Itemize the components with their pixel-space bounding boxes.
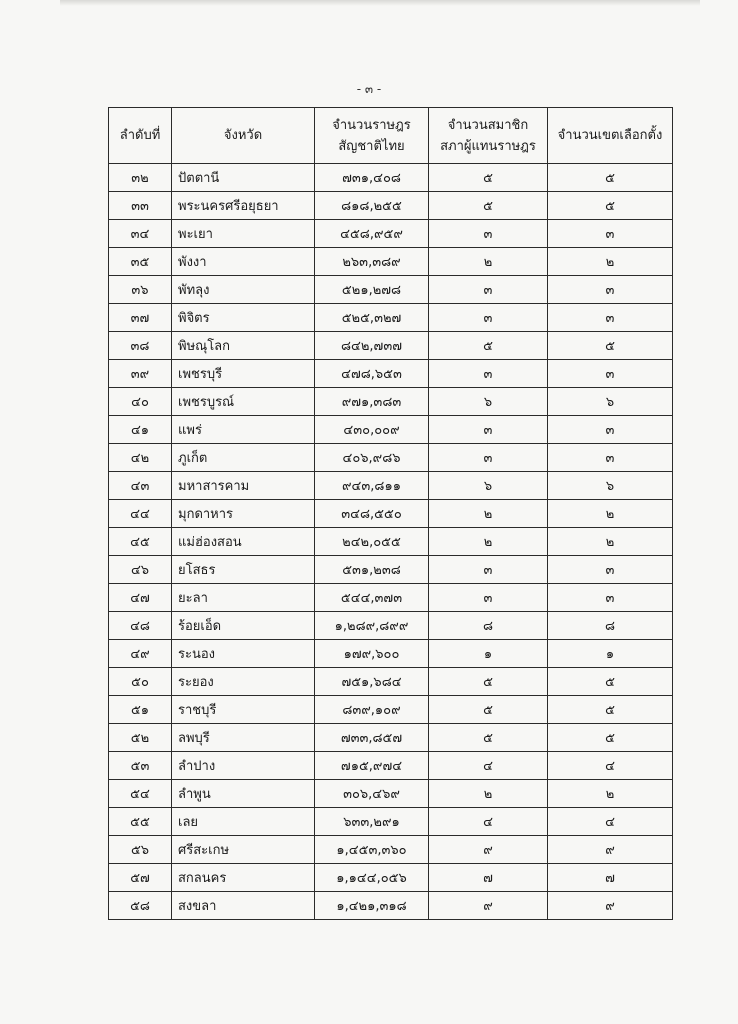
table-row — [109, 248, 673, 276]
header-districts: จำนวนเขตเลือกตั้ง — [548, 108, 673, 164]
row-districts-cell: ๕ — [548, 724, 673, 752]
table-row — [109, 864, 673, 892]
table-row — [109, 500, 673, 528]
row-province-cell: พัทลุง — [172, 276, 315, 304]
row-province-cell: ภูเก็ต — [172, 444, 315, 472]
row-members-cell: ๖ — [429, 472, 548, 500]
row-population-cell: ๗๓๓,๘๕๗ — [315, 724, 429, 752]
row-districts-cell: ๙ — [548, 892, 673, 920]
table-row — [109, 780, 673, 808]
row-districts-cell: ๓ — [548, 276, 673, 304]
row-order-cell: ๕๓ — [109, 752, 172, 780]
row-population-cell: ๘๓๙,๑๐๙ — [315, 696, 429, 724]
header-province: จังหวัด — [172, 108, 315, 164]
row-districts-cell: ๔ — [548, 808, 673, 836]
row-province-cell: ลำปาง — [172, 752, 315, 780]
row-province-cell: ลพบุรี — [172, 724, 315, 752]
table-row — [109, 360, 673, 388]
row-order-cell: ๓๘ — [109, 332, 172, 360]
row-population-cell: ๑,๑๔๔,๐๕๖ — [315, 864, 429, 892]
table-row — [109, 444, 673, 472]
row-order-cell: ๓๒ — [109, 164, 172, 192]
table-body — [109, 164, 673, 920]
row-population-cell: ๗๓๑,๔๐๘ — [315, 164, 429, 192]
row-population-cell: ๒๔๒,๐๕๕ — [315, 528, 429, 556]
row-population-cell: ๒๖๓,๓๘๙ — [315, 248, 429, 276]
row-districts-cell: ๓ — [548, 304, 673, 332]
header-population — [315, 108, 429, 164]
table-row — [109, 892, 673, 920]
table-row — [109, 388, 673, 416]
row-population-cell: ๕๒๕,๓๒๗ — [315, 304, 429, 332]
row-order-cell: ๕๒ — [109, 724, 172, 752]
row-province-cell: สกลนคร — [172, 864, 315, 892]
row-population-cell: ๑,๔๕๓,๓๖๐ — [315, 836, 429, 864]
row-order-cell: ๕๐ — [109, 668, 172, 696]
row-districts-cell: ๙ — [548, 836, 673, 864]
row-order-cell: ๕๕ — [109, 808, 172, 836]
row-order-cell: ๕๘ — [109, 892, 172, 920]
row-members-cell: ๓ — [429, 220, 548, 248]
row-members-cell: ๘ — [429, 612, 548, 640]
row-population-cell: ๕๓๑,๒๓๘ — [315, 556, 429, 584]
row-members-cell: ๒ — [429, 780, 548, 808]
row-province-cell: แม่ฮ่องสอน — [172, 528, 315, 556]
page-number: - ๓ - — [356, 82, 382, 96]
row-members-cell: ๕ — [429, 192, 548, 220]
row-order-cell: ๕๑ — [109, 696, 172, 724]
row-order-cell: ๔๗ — [109, 584, 172, 612]
row-province-cell: ยะลา — [172, 584, 315, 612]
row-members-cell: ๙ — [429, 892, 548, 920]
row-population-cell: ๕๒๑,๒๗๘ — [315, 276, 429, 304]
row-members-cell: ๕ — [429, 668, 548, 696]
table-row — [109, 276, 673, 304]
header-members — [429, 108, 548, 164]
row-province-cell: ยโสธร — [172, 556, 315, 584]
table-row — [109, 528, 673, 556]
row-districts-cell: ๕ — [548, 192, 673, 220]
header-population-line2: สัญชาติไทย — [338, 138, 405, 154]
row-population-cell: ๓๐๖,๔๖๙ — [315, 780, 429, 808]
row-population-cell: ๗๑๕,๙๗๔ — [315, 752, 429, 780]
row-population-cell: ๑,๔๒๑,๓๑๘ — [315, 892, 429, 920]
row-members-cell: ๓ — [429, 444, 548, 472]
row-districts-cell: ๒ — [548, 248, 673, 276]
row-districts-cell: ๗ — [548, 864, 673, 892]
table-row — [109, 696, 673, 724]
row-order-cell: ๔๑ — [109, 416, 172, 444]
row-districts-cell: ๒ — [548, 528, 673, 556]
row-order-cell: ๔๙ — [109, 640, 172, 668]
row-population-cell: ๖๓๓,๒๙๑ — [315, 808, 429, 836]
row-members-cell: ๔ — [429, 752, 548, 780]
table-row — [109, 304, 673, 332]
row-members-cell: ๑ — [429, 640, 548, 668]
row-districts-cell: ๒ — [548, 780, 673, 808]
table-row — [109, 220, 673, 248]
table-row — [109, 808, 673, 836]
row-members-cell: ๖ — [429, 388, 548, 416]
row-districts-cell: ๓ — [548, 416, 673, 444]
row-order-cell: ๕๔ — [109, 780, 172, 808]
row-population-cell: ๔๐๖,๙๘๖ — [315, 444, 429, 472]
row-province-cell: ปัตตานี — [172, 164, 315, 192]
row-order-cell: ๕๖ — [109, 836, 172, 864]
header-population-line1: จำนวนราษฎร — [332, 117, 411, 133]
row-population-cell: ๕๔๔,๓๗๓ — [315, 584, 429, 612]
row-districts-cell: ๒ — [548, 500, 673, 528]
row-members-cell: ๒ — [429, 528, 548, 556]
row-members-cell: ๒ — [429, 500, 548, 528]
row-districts-cell: ๖ — [548, 472, 673, 500]
table-row — [109, 584, 673, 612]
row-districts-cell: ๕ — [548, 668, 673, 696]
table-row — [109, 640, 673, 668]
row-province-cell: มุกดาหาร — [172, 500, 315, 528]
row-members-cell: ๓ — [429, 304, 548, 332]
election-districts-table — [108, 107, 673, 920]
row-province-cell: แพร่ — [172, 416, 315, 444]
table-row — [109, 472, 673, 500]
header-members-line2: สภาผู้แทนราษฎร — [440, 138, 536, 154]
row-districts-cell: ๕ — [548, 332, 673, 360]
row-members-cell: ๓ — [429, 360, 548, 388]
row-province-cell: ระนอง — [172, 640, 315, 668]
row-province-cell: พะเยา — [172, 220, 315, 248]
row-population-cell: ๑๗๙,๖๐๐ — [315, 640, 429, 668]
row-order-cell: ๓๙ — [109, 360, 172, 388]
row-members-cell: ๓ — [429, 276, 548, 304]
row-order-cell: ๓๖ — [109, 276, 172, 304]
row-population-cell: ๓๔๘,๕๕๐ — [315, 500, 429, 528]
row-province-cell: พังงา — [172, 248, 315, 276]
row-districts-cell: ๓ — [548, 444, 673, 472]
row-members-cell: ๒ — [429, 248, 548, 276]
row-order-cell: ๓๔ — [109, 220, 172, 248]
row-districts-cell: ๘ — [548, 612, 673, 640]
table-row — [109, 416, 673, 444]
row-order-cell: ๓๗ — [109, 304, 172, 332]
row-districts-cell: ๕ — [548, 696, 673, 724]
row-order-cell: ๔๕ — [109, 528, 172, 556]
table-row — [109, 164, 673, 192]
row-members-cell: ๓ — [429, 556, 548, 584]
table-row — [109, 836, 673, 864]
row-districts-cell: ๓ — [548, 556, 673, 584]
table-header-row — [109, 108, 673, 164]
row-order-cell: ๕๗ — [109, 864, 172, 892]
table-row — [109, 724, 673, 752]
row-members-cell: ๕ — [429, 332, 548, 360]
header-members-line1: จำนวนสมาชิก — [447, 117, 529, 133]
row-province-cell: เพชรบูรณ์ — [172, 388, 315, 416]
row-districts-cell: ๔ — [548, 752, 673, 780]
row-province-cell: ลำพูน — [172, 780, 315, 808]
row-population-cell: ๔๓๐,๐๐๙ — [315, 416, 429, 444]
row-population-cell: ๘๔๒,๗๓๗ — [315, 332, 429, 360]
row-province-cell: ระยอง — [172, 668, 315, 696]
row-province-cell: ร้อยเอ็ด — [172, 612, 315, 640]
row-members-cell: ๙ — [429, 836, 548, 864]
row-districts-cell: ๕ — [548, 164, 673, 192]
row-members-cell: ๕ — [429, 696, 548, 724]
row-order-cell: ๔๖ — [109, 556, 172, 584]
row-province-cell: สงขลา — [172, 892, 315, 920]
row-population-cell: ๑,๒๘๙,๘๙๙ — [315, 612, 429, 640]
row-province-cell: พระนครศรีอยุธยา — [172, 192, 315, 220]
row-members-cell: ๕ — [429, 724, 548, 752]
row-members-cell: ๓ — [429, 584, 548, 612]
row-members-cell: ๓ — [429, 416, 548, 444]
row-districts-cell: ๓ — [548, 584, 673, 612]
row-order-cell: ๔๒ — [109, 444, 172, 472]
table-row — [109, 668, 673, 696]
row-province-cell: เลย — [172, 808, 315, 836]
row-members-cell: ๔ — [429, 808, 548, 836]
table-row — [109, 192, 673, 220]
row-districts-cell: ๓ — [548, 360, 673, 388]
row-province-cell: พิษณุโลก — [172, 332, 315, 360]
header-order: ลำดับที่ — [109, 108, 172, 164]
row-population-cell: ๘๑๘,๒๕๕ — [315, 192, 429, 220]
row-order-cell: ๔๓ — [109, 472, 172, 500]
table-row — [109, 332, 673, 360]
row-population-cell: ๔๗๘,๖๕๓ — [315, 360, 429, 388]
row-order-cell: ๔๐ — [109, 388, 172, 416]
row-order-cell: ๔๔ — [109, 500, 172, 528]
page-top-edge — [60, 0, 700, 6]
row-order-cell: ๓๕ — [109, 248, 172, 276]
row-members-cell: ๗ — [429, 864, 548, 892]
row-districts-cell: ๑ — [548, 640, 673, 668]
row-province-cell: ศรีสะเกษ — [172, 836, 315, 864]
row-province-cell: เพชรบุรี — [172, 360, 315, 388]
row-population-cell: ๙๔๓,๘๑๑ — [315, 472, 429, 500]
row-order-cell: ๔๘ — [109, 612, 172, 640]
row-province-cell: พิจิตร — [172, 304, 315, 332]
table-row — [109, 612, 673, 640]
row-districts-cell: ๓ — [548, 220, 673, 248]
table-row — [109, 752, 673, 780]
row-members-cell: ๕ — [429, 164, 548, 192]
row-order-cell: ๓๓ — [109, 192, 172, 220]
row-population-cell: ๙๗๑,๓๘๓ — [315, 388, 429, 416]
row-province-cell: ราชบุรี — [172, 696, 315, 724]
table-row — [109, 556, 673, 584]
row-population-cell: ๗๕๑,๖๘๔ — [315, 668, 429, 696]
row-districts-cell: ๖ — [548, 388, 673, 416]
row-province-cell: มหาสารคาม — [172, 472, 315, 500]
row-population-cell: ๔๕๘,๙๕๙ — [315, 220, 429, 248]
